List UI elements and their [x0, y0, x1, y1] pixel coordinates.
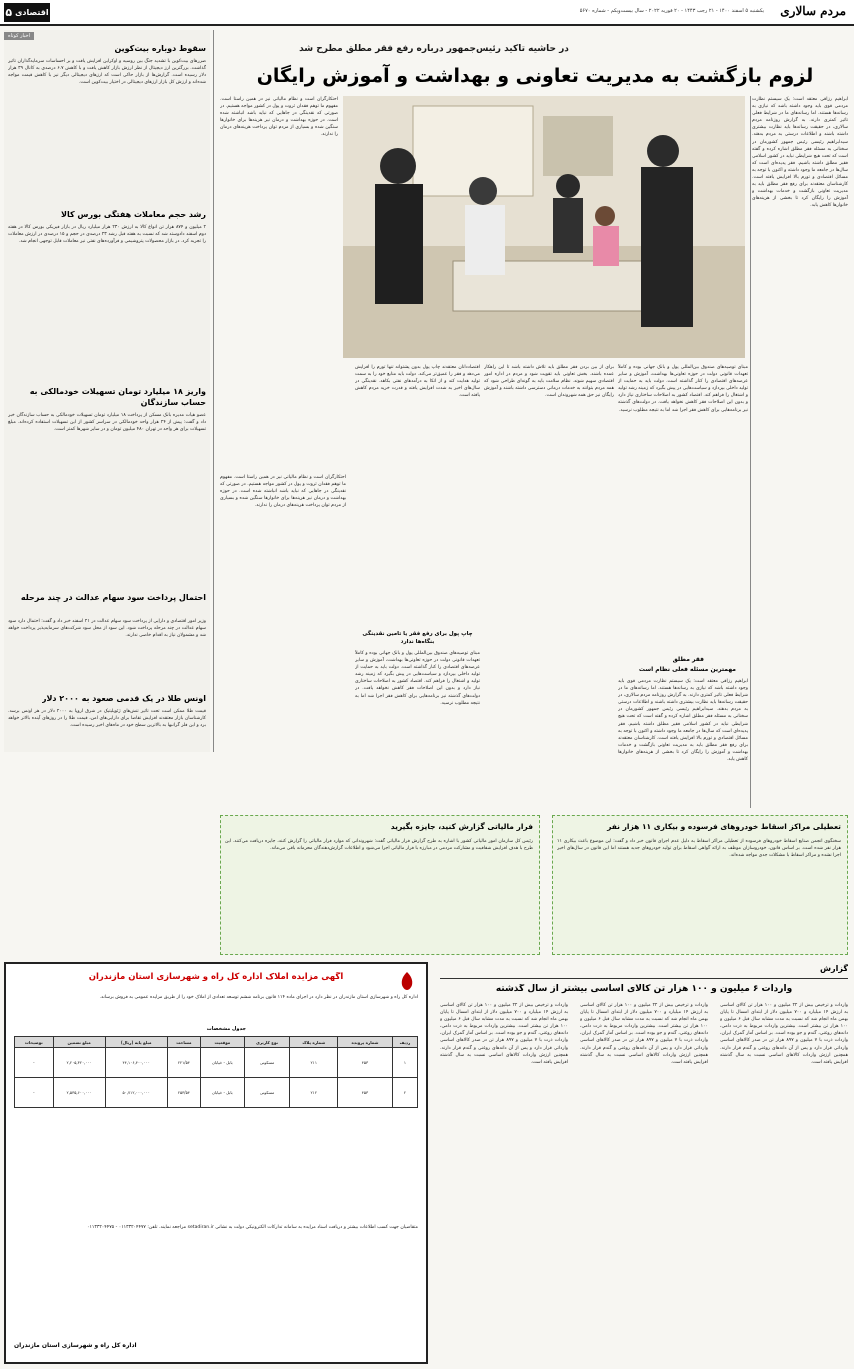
- lead-column: اقتصاددانان معتقدند چاپ پول بدون پشتوانه تنها تورم را افزایش می‌دهد و فقر را عمیق‌تر می‌کند. دولت باید منابع خود را به سمت تولید هدایت کند و از اتکا به درآمدهای نفتی بکاهد. نقدینگی در سال‌های اخیر به شدت افزایش یافته و قدرت خرید مردم کاهش یافته است.: [355, 365, 480, 399]
- ad-cell: ۲۱۱: [290, 1048, 338, 1078]
- lead-photo: [343, 96, 745, 358]
- lead-column: مبنای توصیه‌های صندوق بین‌المللی پول و بانک جهانی بوده و کاملاً تعهدات قانونی دولت در حوزه تعاونی‌ها بهداشت، آموزش و سایر عرصه‌های اقتصادی را کنار گذاشته است. دولت باید به حمایت از تولید داخلی بپردازد و سیاست‌هایی در پیش بگیرد که زمینه رشد تولید و اشتغال را فراهم کند. اقتصاد کشور به اصلاحات ساختاری نیاز دارد و بدون این اصلاحات فقر کاهش نخواهد یافت. در دولت‌های گذشته نیز برنامه‌هایی برای کاهش فقر اجرا شد اما به نتیجه مطلوب نرسید.: [355, 651, 480, 706]
- ad-cell: ۲,۲۰۵,۳۲۰,۰۰۰: [53, 1048, 105, 1078]
- sidebar-tag: اخبار کوتاه: [4, 32, 34, 40]
- lead-column: برای از بین بردن فقر مطلق باید تلاش داشته باشد تا این راهکار عمده باشند. بخش تعاونی باید تقویت شود و مردم در اداره امور اقتصادی سهیم شوند. نظام سلامت باید به گونه‌ای طراحی شود که همه مردم بتوانند به خدمات درمانی دسترسی داشته باشند و آموزش رایگان نیز حق همه شهروندان است.: [484, 365, 614, 399]
- masthead: [0, 0, 854, 26]
- emblem-icon: [396, 970, 418, 992]
- sidebar-item-title: رشد حجم معاملات هفتگی بورس کالا: [61, 210, 206, 219]
- lead-column: احتکارگران است و نظام مالیاتی نیز در همین راستا است. مفهوم ما توهم فقدان ثروت و پول در کشور مواجه هستیم. در صورتی که نقدینگی در جاهایی که نباید باشد انباشته شده است. در حوزه بهداشت و درمان نیز هزینه‌ها برای خانوارها سنگین شده و بسیاری از مردم توان پرداخت هزینه‌های درمان را ندارند.: [220, 97, 338, 138]
- ad-table: [14, 1036, 418, 1108]
- ad-cell: ۴۴,۱۰۶,۴۰۰,۰۰۰: [105, 1048, 167, 1078]
- ad-col-header: مساحت: [167, 1037, 200, 1048]
- ad-table-title: جدول مشخصات: [206, 1026, 246, 1032]
- ad-cell: بابل - خیابان: [201, 1048, 245, 1078]
- ad-cell: ۱: [392, 1048, 417, 1078]
- subhead-printing-money: چاپ پول برای رفع فقر یا تامین نقدینگی بنگاه‌ها ندارد: [362, 631, 473, 645]
- ad-cell: ۲۱۲: [290, 1078, 338, 1108]
- auction-ad: [4, 962, 428, 1364]
- lead-column: مبنای توصیه‌های صندوق بین‌المللی پول و بانک جهانی بوده و کاملاً تعهدات قانونی دولت در حوزه تعاونی‌ها بهداشت، آموزش و سایر عرصه‌های اقتصادی را کنار گذاشته است. دولت باید به حمایت از تولید داخلی بپردازد و سیاست‌هایی در پیش بگیرد که زمینه رشد تولید و اشتغال را فراهم کند. اقتصاد کشور به اصلاحات ساختاری نیاز دارد و بدون این اصلاحات فقر کاهش نخواهد یافت. در دولت‌های گذشته نیز برنامه‌هایی برای کاهش فقر اجرا شد اما به نتیجه مطلوب نرسید.: [618, 365, 748, 413]
- box-title: تعطیلی مراکز اسقاط خودروهای فرسوده و بیکاری ۱۱ هزار نفر: [607, 822, 841, 831]
- news-sidebar: [4, 30, 210, 752]
- sidebar-item-body: ضررهای بیت‌کوین با تشدید جنگ بین روسیه و اوکراین افزایش یافت و بر احساسات سرمایه‌گذاران تاثیر گذاشت. بزرگترین ارز دیجیتال از نظر ارزش بازار کاهش یافت و با کاهش ۶.۷ درصدی به کانال ۳۹ هزار دلار رسیده است. گزارش‌ها از بازار حاکی است که ارزهای دیجیتالی دیگر نیز با کاهش قیمت مواجه شده‌اند و ارزش کل بازار ارزهای دیجیتالی در اختیار بیت‌کوین است.: [8, 59, 206, 86]
- ad-cell: ۴۵۳: [338, 1078, 393, 1108]
- lead-headline: لزوم بازگشت به مدیریت تعاونی و بهداشت و آموزش رایگان: [256, 65, 814, 87]
- ad-title: آگهی مزایده املاک اداره کل راه و شهرسازی استان مازندران: [88, 972, 344, 982]
- ad-col-header: مبلغ تضمین: [53, 1037, 105, 1048]
- sidebar-item-title: واریز ۱۸ میلیارد تومان تسهیلات خودمالکی به حساب سازندگان: [29, 387, 206, 407]
- lead-kicker: در حاشیه تاکید رئیس‌جمهور درباره رفع فقر مطلق مطرح شد: [299, 44, 569, 54]
- subhead-regime: مهمترین مسئله فعلی نظام است: [638, 666, 736, 673]
- ad-cell: ۲۲۱/۵۴: [167, 1048, 200, 1078]
- ad-cell: مسکونی: [244, 1078, 290, 1108]
- ad-col-header: نوع کاربری: [244, 1037, 290, 1048]
- clinic-scene-illustration: [343, 96, 745, 358]
- ad-cell: ۲,۵۳۵,۶۰۰,۰۰۰: [53, 1078, 105, 1108]
- ad-col-header: توضیحات: [15, 1037, 54, 1048]
- sidebar-item-title: احتمال پرداخت سود سهام عدالت در چند مرحله: [20, 593, 206, 602]
- ad-table-header: [15, 1037, 418, 1048]
- page-number: ۵: [5, 6, 13, 19]
- sidebar-item-body: عضو هیأت مدیره بانک مسکن از پرداخت ۱۸ میلیارد تومان تسهیلات خودمالکی به حساب سازندگان خبر داد و گفت: پیش از ۲۴ هزار واحد خودمالکی در سراسر کشور از این تسهیلات استفاده کرده‌اند. مبلغ تسهیلات برای هر واحد در تهران ۴۸۰ میلیون تومان و در سایر شهرها کمتر است.: [8, 413, 206, 433]
- ad-cell: -: [15, 1078, 54, 1108]
- news-box: [552, 815, 848, 955]
- ad-col-header: مبلغ پایه (ریال): [105, 1037, 167, 1048]
- box-title: فرار مالیاتی گزارش کنید، جایزه بگیرید: [390, 822, 533, 831]
- box-body: سخنگوی انجمن صنایع اسقاط خودروهای فرسوده از تعطیلی مراکز اسقاط به دلیل عدم اجرای قانون خبر داد و گفت: این موضوع باعث بیکاری ۱۱ هزار نفر شده است. بر اساس قانون، خودروسازان موظف به ارائه گواهی اسقاط برای تولید خودروهای جدید هستند اما این قانون در سال‌های اخیر اجرا نشده و مراکز اسقاط با مشکلات جدی مواجه شده‌اند.: [557, 839, 841, 859]
- sidebar-item-title: اونس طلا در یک قدمی صعود به ۲۰۰۰ دلار: [41, 694, 206, 703]
- lead-column: ابراهیم رزاقی معتقد است: یک سیستم نظارت مردمی قوی باید وجود داشته باشد که نیازی به رسانه‌ها هستند. اما رسانه‌های ما در شرایط فعلی تاثیر کمتری دارند. به گزارش روزنامه مردم سالاری، در حقیقت رسانه‌ها باید نظارت بیشتری داشته باشند و اطلاعات درستی به مردم بدهند. سیدابراهیم رئیسی رئیس جمهور کشورمان در سخنانی به مسئله فقر مطلق اشاره کرده و گفته است که تحت هیچ شرایطی نباید در کشور اسلامی فقیر مطلق داشته باشیم. فقر پدیده‌ای است که سال‌ها در جامعه ما وجود داشته و اکنون با توجه به مسائل اقتصادی و تورم بالا افزایش یافته است. کارشناسان معتقدند برای رفع فقر مطلق باید به مدیریت تعاونی بازگشت و خدمات بهداشت و آموزش را رایگان کرد تا بخشی از هزینه‌های خانوارها کاهش یابد.: [618, 679, 748, 763]
- sidebar-item-body: قیمت طلا ممکن است تحت تاثیر تنش‌های ژئوپلیتیک در شرق اروپا به ۲۰۰۰ دلار در هر اونس برسد. کارشناسان بازار معتقدند افزایش تقاضا برای دارایی‌های امن، قیمت طلا را در روزهای آینده بالاتر خواهد برد و این فلز گرانبها به بالاترین سطح خود در ماه‌های اخیر رسیده است.: [8, 709, 206, 729]
- ad-footer: متقاضیان جهت کسب اطلاعات بیشتر و دریافت اسناد مزایده به سامانه تدارکات الکترونیکی دولت به نشانی setadiran.ir مراجعه نمایند. تلفن: ۰۱۱۳۳۲۰۴۴۷۷ - ۰۱۱۳۳۲۰۴۴۷۵: [87, 1225, 418, 1230]
- sidebar-item-body: ۲ میلیون و ۸۷۴ هزار تن انواع کالا به ارزش ۲۳۰ هزار میلیارد ریال در بازار فیزیکی بورس کالا در هفته دوم اسفند دادوستد شد که نسبت به هفته قبل رشد ۲۳ درصدی در حجم و ۱۵ درصدی در ارزش معاملات را تجربه کرد. در بازار محصولات پتروشیمی و فرآورده‌های نفتی نیز معاملات قابل توجهی انجام شد.: [8, 225, 206, 245]
- lead-column: ابراهیم رزاقی معتقد است: یک سیستم نظارت مردمی قوی باید وجود داشته باشد که نیازی به رسانه‌ها هستند. اما رسانه‌های ما در شرایط فعلی تاثیر کمتری دارند. به گزارش روزنامه مردم سالاری، در حقیقت رسانه‌ها باید نظارت بیشتری داشته باشند و اطلاعات درستی به مردم بدهند. سیدابراهیم رئیسی رئیس جمهور کشورمان در سخنانی به مسئله فقر مطلق اشاره کرده و گفته است که تحت هیچ شرایطی نباید در کشور اسلامی فقیر مطلق داشته باشیم. فقر پدیده‌ای است که سال‌ها در جامعه ما وجود داشته و اکنون با توجه به مسائل اقتصادی و تورم بالا افزایش یافته است. کارشناسان معتقدند برای رفع فقر مطلق باید به مدیریت تعاونی بازگشت و خدمات بهداشت و آموزش را رایگان کرد تا بخشی از هزینه‌های خانوارها کاهش یابد.: [752, 97, 848, 209]
- ad-col-header: شماره پلاک: [290, 1037, 338, 1048]
- box-body: رئیس کل سازمان امور مالیاتی کشور با اشاره به طرح گزارش فرار مالیاتی گفت: شهروندانی که موارد فرار مالیاتی را گزارش کنند، جایزه دریافت می‌کنند. این طرح با هدف افزایش شفافیت و مشارکت مردمی در مبارزه با فرار مالیاتی اجرا می‌شود و اطلاعات گزارش‌دهندگان محرمانه باقی می‌ماند.: [225, 839, 533, 852]
- report-section: [440, 962, 848, 1364]
- table-row: [15, 1048, 418, 1078]
- sidebar-item-body: وزیر امور اقتصادی و دارایی از پرداخت سود سهام عدالت در ۲۱ اسفند خبر داد و گفت: احتمال دارد سود سهام عدالت در چند مرحله پرداخت شود. این سود از محل سود شرکت‌های سرمایه‌پذیر پرداخت خواهد شد و مشمولان نیاز به اقدام خاصی ندارند.: [8, 619, 206, 639]
- ad-col-header: شماره پرونده: [338, 1037, 393, 1048]
- sidebar-item-title: سقوط دوباره بیت‌کوین: [114, 44, 206, 53]
- report-label: گزارش: [819, 964, 848, 973]
- ad-cell: بابل - خیابان: [201, 1078, 245, 1108]
- report-body: واردات و ترخیص بیش از ۲۲ میلیون و ۱۰۰ هزار تن کالای اساسی به ارزش ۱۴ میلیارد و ۷۰۰ میلیون دلار از ابتدای امسال تا پایان بهمن ماه انجام شد که نسبت به مدت مشابه سال قبل ۶ میلیون و ۱۰۰ هزار تن بیشتر است. بیشترین واردات مربوط به ذرت دامی، دانه‌های روغنی، گندم و جو بوده است. بر اساس آمار گمرک ایران، واردات ذرت با ۷ میلیون و ۸۹۷ هزار تن در صدر کالاهای اساسی وارداتی قرار دارد و پس از آن دانه‌های روغنی و گندم قرار دارند. همچنین ارزش واردات کالاهای اساسی نسبت به سال گذشته افزایش یافته است.: [720, 1003, 848, 1065]
- ad-cell: -: [15, 1048, 54, 1078]
- news-box: [220, 815, 540, 955]
- subhead-poverty: فقر مطلق: [672, 656, 704, 663]
- report-headline: واردات ۶ میلیون و ۱۰۰ هزار تن کالای اساسی بیشتر از سال گذشته: [495, 984, 793, 994]
- table-row: [15, 1078, 418, 1108]
- ad-cell: ۲: [392, 1078, 417, 1108]
- ad-cell: مسکونی: [244, 1048, 290, 1078]
- ad-cell: ۴۵۳: [338, 1048, 393, 1078]
- ad-cell: ۵۰,۷۱۲,۰۰۰,۰۰۰: [105, 1078, 167, 1108]
- report-body: واردات و ترخیص بیش از ۲۲ میلیون و ۱۰۰ هزار تن کالای اساسی به ارزش ۱۴ میلیارد و ۷۰۰ میلیون دلار از ابتدای امسال تا پایان بهمن ماه انجام شد که نسبت به مدت مشابه سال قبل ۶ میلیون و ۱۰۰ هزار تن بیشتر است. بیشترین واردات مربوط به ذرت دامی، دانه‌های روغنی، گندم و جو بوده است. بر اساس آمار گمرک ایران، واردات ذرت با ۷ میلیون و ۸۹۷ هزار تن در صدر کالاهای اساسی وارداتی قرار دارد و پس از آن دانه‌های روغنی و گندم قرار دارند. همچنین ارزش واردات کالاهای اساسی نسبت به سال گذشته افزایش یافته است.: [580, 1003, 708, 1065]
- ad-col-header: موقعیت: [201, 1037, 245, 1048]
- section-label: اقتصادی: [15, 8, 49, 17]
- ad-intro: اداره کل راه و شهرسازی استان مازندران در نظر دارد در اجرای ماده ۱۱۴ قانون برنامه ششم توسعه تعدادی از املاک خود را از طریق مزایده عمومی به فروش برساند.: [99, 995, 418, 1000]
- lead-column: احتکارگران است و نظام مالیاتی نیز در همین راستا است. مفهوم ما توهم فقدان ثروت و پول در کشور مواجه هستیم. در صورتی که نقدینگی در جاهایی که نباید باشد انباشته شده است. در حوزه بهداشت و درمان نیز هزینه‌ها برای خانوارها سنگین شده و بسیاری از مردم توان پرداخت هزینه‌های درمان را ندارند.: [220, 475, 346, 509]
- paper-name: مردم سالاری: [780, 4, 846, 18]
- ad-cell: ۲۵۳/۵۴: [167, 1078, 200, 1108]
- ad-col-header: ردیف: [392, 1037, 417, 1048]
- section-badge: [4, 3, 50, 22]
- report-body: واردات و ترخیص بیش از ۲۲ میلیون و ۱۰۰ هزار تن کالای اساسی به ارزش ۱۴ میلیارد و ۷۰۰ میلیون دلار از ابتدای امسال تا پایان بهمن ماه انجام شد که نسبت به مدت مشابه سال قبل ۶ میلیون و ۱۰۰ هزار تن بیشتر است. بیشترین واردات مربوط به ذرت دامی، دانه‌های روغنی، گندم و جو بوده است. بر اساس آمار گمرک ایران، واردات ذرت با ۷ میلیون و ۸۹۷ هزار تن در صدر کالاهای اساسی وارداتی قرار دارد و پس از آن دانه‌های روغنی و گندم قرار دارند. همچنین ارزش واردات کالاهای اساسی نسبت به سال گذشته افزایش یافته است.: [440, 1003, 568, 1065]
- date-line: یکشنبه ۵ اسفند ۱۴۰۰ - ۲۱ رجب ۱۴۴۳ - ۲۰ فوریه ۲۰۲۲ - سال بیست‌ویکم - شماره ۵۶۷۰: [579, 8, 764, 14]
- ad-org: اداره کل راه و شهرسازی استان مازندران: [14, 1342, 137, 1349]
